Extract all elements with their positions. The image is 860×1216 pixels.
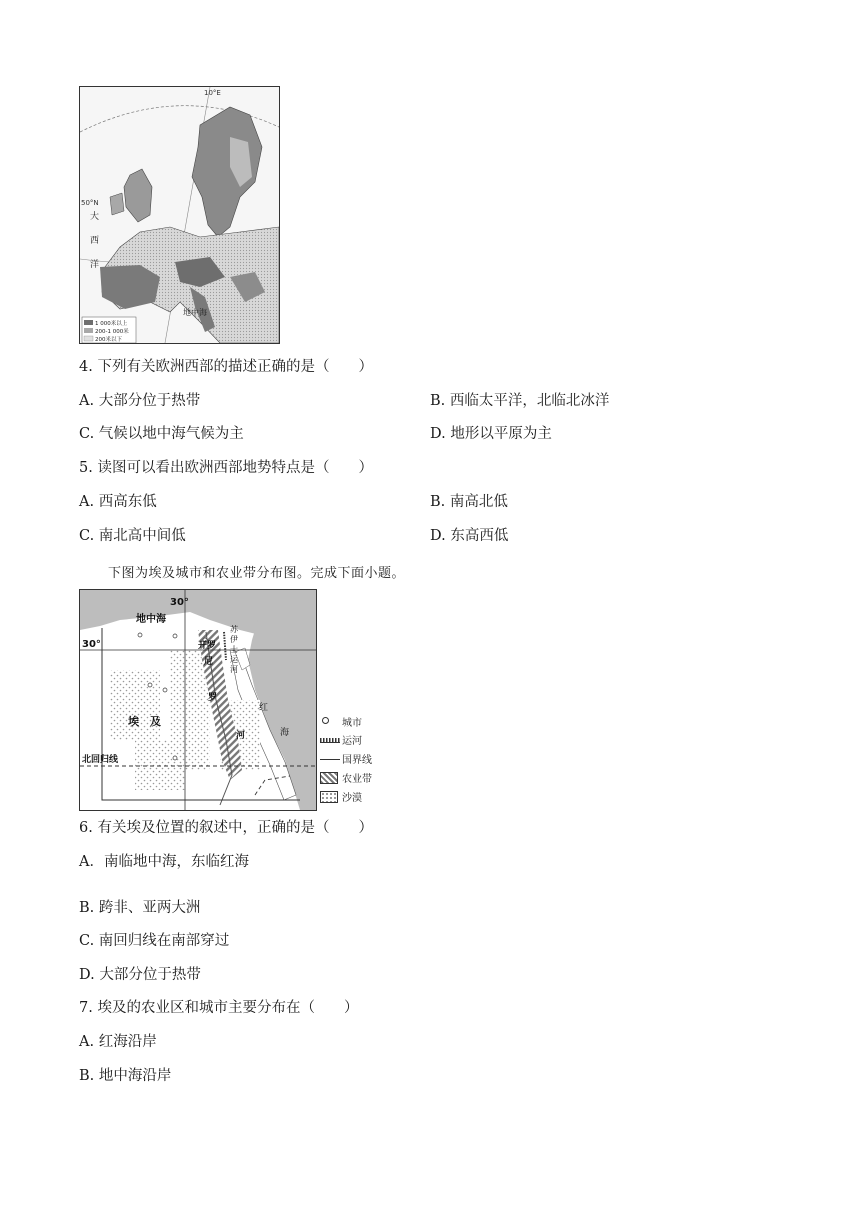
legend-border: 国界线 <box>342 755 372 766</box>
legend-low: 200米以下 <box>95 337 122 343</box>
q7-option-b[interactable]: B. 地中海沿岸 <box>79 1068 172 1084</box>
q6-option-a[interactable]: A．南临地中海，东临红海 <box>79 854 249 870</box>
canal-icon <box>320 738 340 743</box>
red-sea-label-1: 红 <box>259 703 269 713</box>
egypt-lon-label: 30° <box>170 597 189 608</box>
agri-belt-icon <box>320 772 338 784</box>
canal-label-4: 运 <box>230 655 238 664</box>
egypt-lat-label: 30° <box>82 639 101 650</box>
legend-desert: 沙漠 <box>342 793 362 804</box>
latitude-label: 50°N <box>81 199 99 207</box>
canal-label-1: 苏 <box>230 625 238 634</box>
q6-option-b[interactable]: B. 跨非、亚两大洲 <box>79 900 201 916</box>
canal-label-2: 伊 <box>230 635 238 644</box>
city-icon <box>322 717 329 724</box>
desert-icon <box>320 791 338 803</box>
longitude-label: 10°E <box>204 89 221 97</box>
q5-option-a[interactable]: A. 西高东低 <box>79 494 157 510</box>
legend-city: 城市 <box>342 718 362 729</box>
egypt-map-graphic <box>80 590 316 810</box>
legend-canal: 运河 <box>342 736 362 747</box>
question-7-stem: 7. 埃及的农业区和城市主要分布在（ ） <box>79 1000 359 1016</box>
europe-map <box>79 86 280 344</box>
egypt-map <box>79 589 317 811</box>
q5-option-d[interactable]: D. 东高西低 <box>430 528 509 544</box>
q5-option-b[interactable]: B. 南高北低 <box>430 494 508 510</box>
egypt-legend <box>320 714 400 809</box>
q4-option-c[interactable]: C. 气候以地中海气候为主 <box>79 426 244 442</box>
canal-label-3: 士 <box>230 645 238 654</box>
q4-option-d[interactable]: D. 地形以平原为主 <box>430 426 552 442</box>
egypt-intro: 下图为埃及城市和农业带分布图。完成下面小题。 <box>108 566 406 581</box>
border-icon <box>320 759 340 760</box>
nile-label-3: 河 <box>236 731 246 741</box>
q6-option-d[interactable]: D. 大部分位于热带 <box>79 967 201 983</box>
question-5-stem: 5. 读图可以看出欧洲西部地势特点是（ ） <box>79 460 373 476</box>
tropic-label: 北回归线 <box>82 755 119 765</box>
egypt-country-label: 埃 及 <box>128 715 161 728</box>
q4-option-a[interactable]: A. 大部分位于热带 <box>79 393 201 409</box>
nile-label-1: 尼 <box>204 657 214 667</box>
question-4-stem: 4. 下列有关欧洲西部的描述正确的是（ ） <box>79 359 373 375</box>
canal-label-5: 河 <box>230 665 238 674</box>
legend-high: 1 000米以上 <box>95 321 128 327</box>
q7-option-a[interactable]: A. 红海沿岸 <box>79 1034 157 1050</box>
q4-option-b[interactable]: B. 西临太平洋，北临北冰洋 <box>430 393 610 409</box>
q6-option-c[interactable]: C. 南回归线在南部穿过 <box>79 933 230 949</box>
europe-map-graphic <box>80 87 279 343</box>
q5-option-c[interactable]: C. 南北高中间低 <box>79 528 186 544</box>
ocean-label-1: 大 <box>90 212 100 222</box>
cairo-label: 开罗 <box>198 641 217 651</box>
ocean-label-3: 洋 <box>90 260 100 270</box>
ocean-label-2: 西 <box>90 236 100 246</box>
red-sea-label-2: 海 <box>280 728 290 738</box>
sea-label: 地中海 <box>183 308 207 317</box>
egypt-sea-label: 地中海 <box>136 614 166 625</box>
legend-mid: 200-1 000米 <box>95 329 129 335</box>
question-6-stem: 6. 有关埃及位置的叙述中，正确的是（ ） <box>79 820 373 836</box>
legend-agri: 农业带 <box>342 774 372 785</box>
nile-label-2: 罗 <box>208 693 218 703</box>
